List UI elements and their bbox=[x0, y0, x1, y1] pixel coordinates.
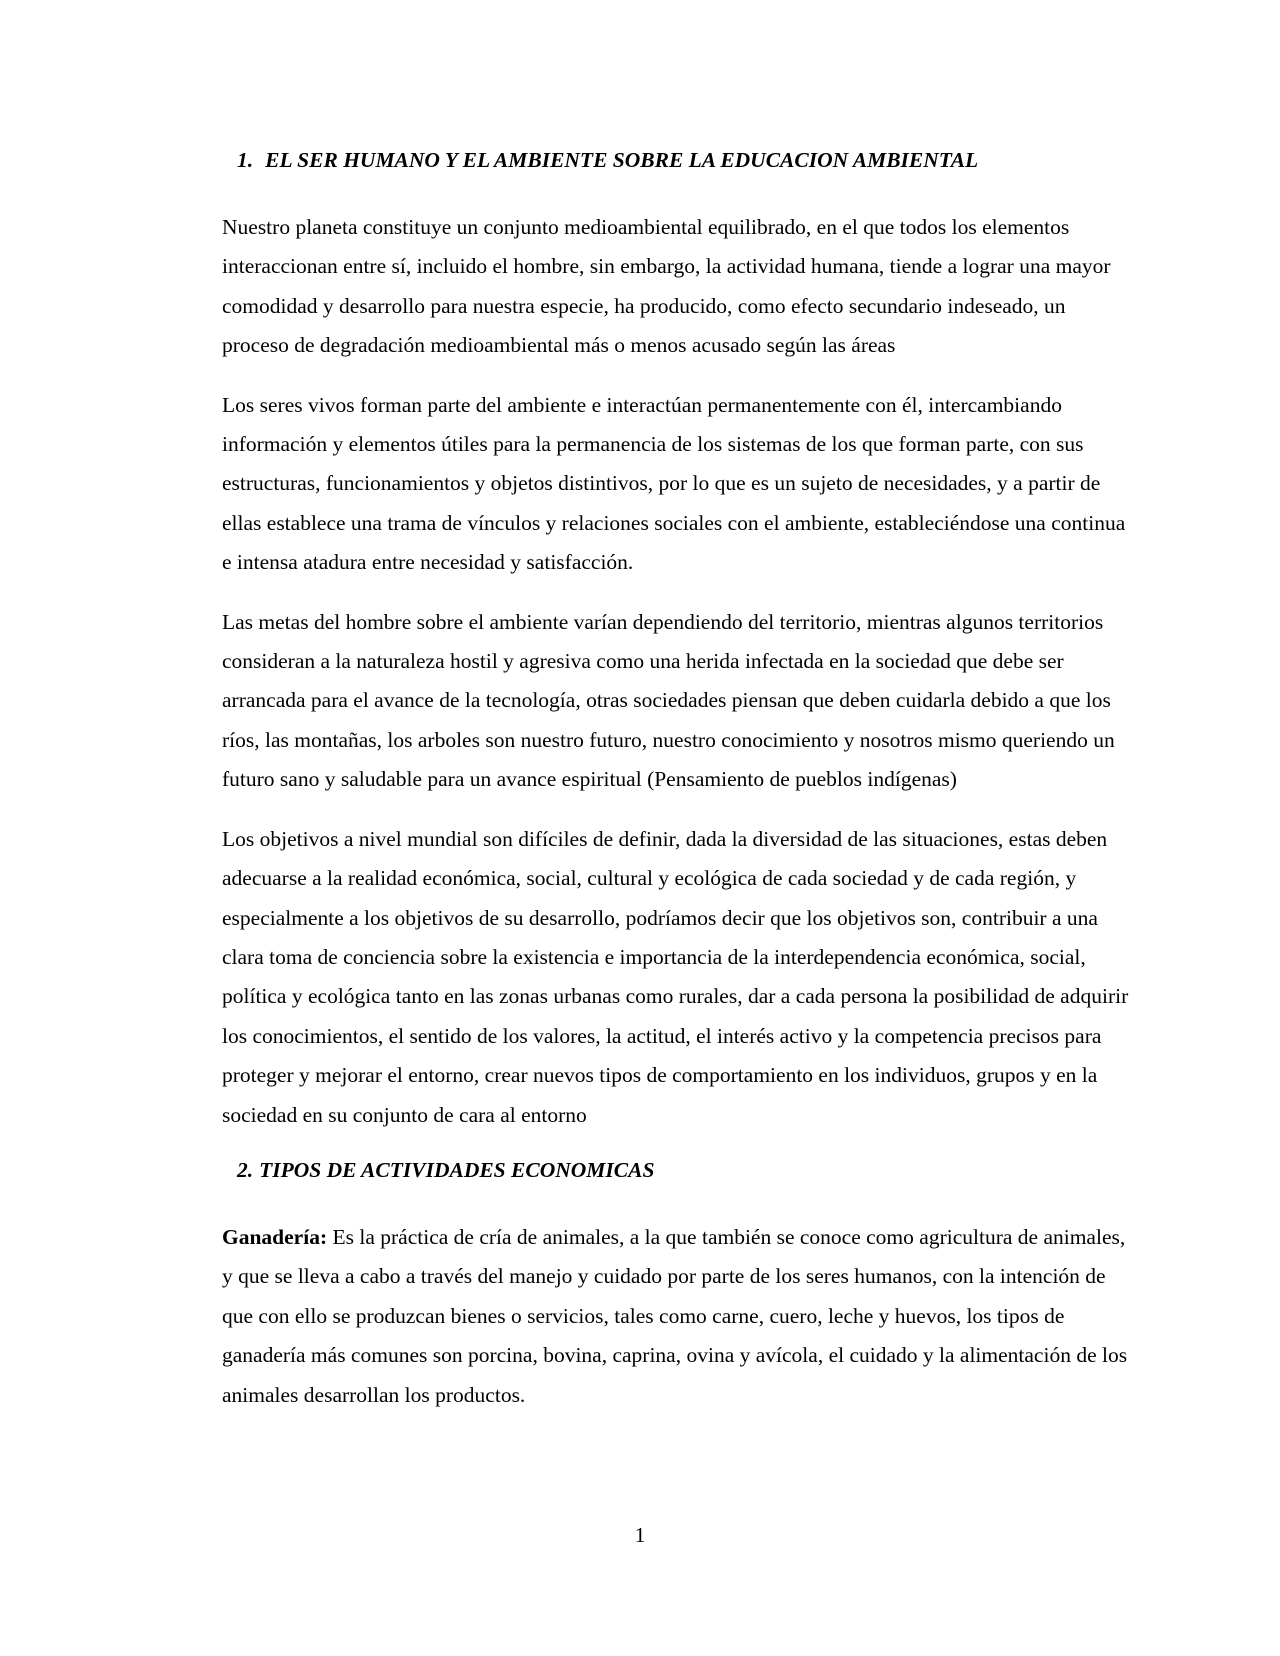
section-2-heading bbox=[222, 1155, 1134, 1185]
ganaderia-term: Ganadería: bbox=[222, 1224, 328, 1249]
section-1-number: 1. bbox=[237, 148, 254, 172]
page-number: 1 bbox=[634, 1523, 646, 1547]
section-1-title: EL SER HUMANO Y EL AMBIENTE SOBRE LA EDUCACION AMBIENTAL bbox=[265, 148, 979, 172]
section-1-paragraph-1: Nuestro planeta constituye un conjunto medioambiental equilibrado, en el que todos los elementos interaccionan entre sí, incluido el hombre, sin embargo, la actividad humana, tiende a lograr una mayor comodidad y desarrollo para nuestra especie, ha producido, como efecto secundario indeseado, un proceso de degradación medioambiental más o menos acusado según las áreas bbox=[222, 215, 1111, 358]
section-2-paragraph-1 bbox=[222, 1218, 1134, 1415]
document-body bbox=[222, 145, 1134, 1435]
section-1-paragraph-3: Las metas del hombre sobre el ambiente varían dependiendo del territorio, mientras algunos territorios consideran a la naturaleza hostil y agresiva como una herida infectada en la sociedad que debe ser arrancada para el avance de la tecnología, otras sociedades piensan que deben cuidarla debido a que los ríos, las montañas, los arboles son nuestro futuro, nuestro conocimiento y nosotros mismo queriendo un futuro sano y saludable para un avance espiritual (Pensamiento de pueblos indígenas) bbox=[222, 609, 1115, 792]
section-1-heading bbox=[222, 145, 1134, 175]
section-2-title: TIPOS DE ACTIVIDADES ECONOMICAS bbox=[259, 1157, 655, 1182]
section-2-number: 2. bbox=[237, 1157, 254, 1182]
ganaderia-definition: Es la práctica de cría de animales, a la que también se conoce como agricultura de animales, y que se lleva a cabo a través del manejo y cuidado por parte de los seres humanos, con la intención de que con ello se produzcan bienes o servicios, tales como carne, cuero, leche y huevos, los tipos de ganadería más comunes son porcina, bovina, caprina, ovina y avícola, el cuidado y la alimentación de los animales desarrollan los productos. bbox=[222, 1224, 1128, 1407]
section-1-paragraph-4: Los objetivos a nivel mundial son difíciles de definir, dada la diversidad de las situaciones, estas deben adecuarse a la realidad económica, social, cultural y ecológica de cada sociedad y de cada región, y especialmente a los objetivos de su desarrollo, podríamos decir que los objetivos son, contribuir a una clara toma de conciencia sobre la existencia e importancia de la interdependencia económica, social, política y ecológica tanto en las zonas urbanas como rurales, dar a cada persona la posibilidad de adquirir los conocimientos, el sentido de los valores, la actitud, el interés activo y la competencia precisos para proteger y mejorar el entorno, crear nuevos tipos de comportamiento en los individuos, grupos y en la sociedad en su conjunto de cara al entorno bbox=[222, 826, 1129, 1127]
section-1-paragraph-2: Los seres vivos forman parte del ambiente e interactúan permanentemente con él, intercambiando información y elementos útiles para la permanencia de los sistemas de los que forman parte, con sus estructuras, funcionamientos y objetos distintivos, por lo que es un sujeto de necesidades, y a partir de ellas establece una trama de vínculos y relaciones sociales con el ambiente, estableciéndose una continua e intensa atadura entre necesidad y satisfacción. bbox=[222, 392, 1126, 575]
